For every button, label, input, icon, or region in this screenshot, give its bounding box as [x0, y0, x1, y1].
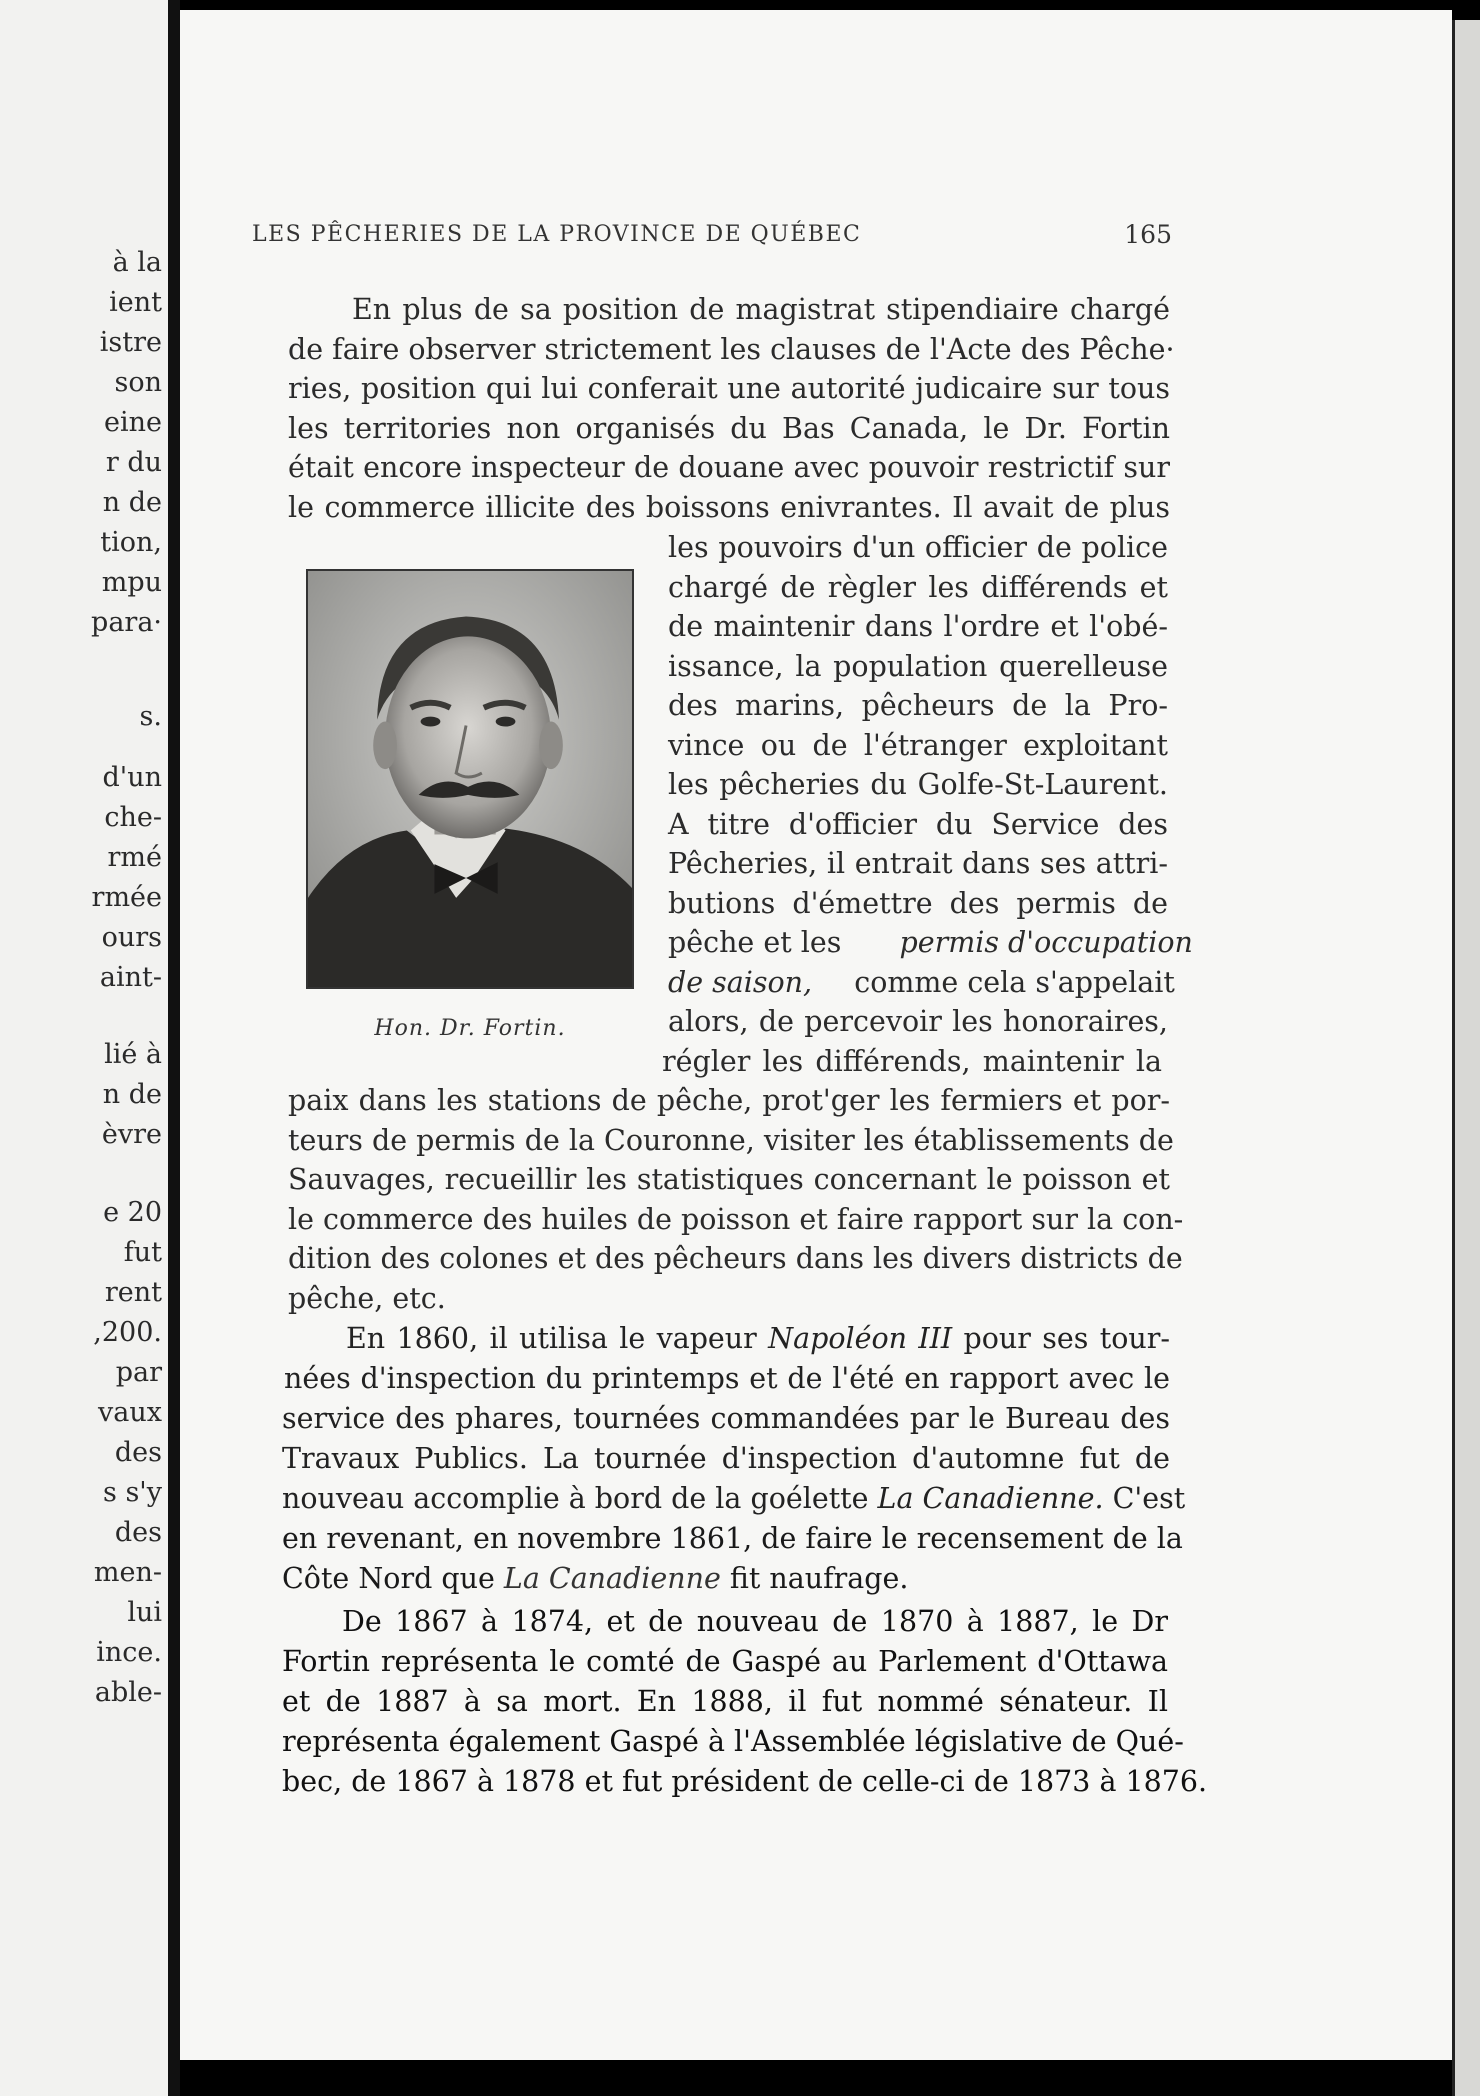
body-line: était encore inspecteur de douane avec pouvoir restrictif sur: [288, 451, 1170, 484]
left-page-line: mpu: [101, 567, 162, 598]
italic-term: de saison,: [668, 966, 813, 999]
body-line: Sauvages, recueillir les statistiques concernant le poisson et: [288, 1163, 1170, 1196]
page-number: 165: [1124, 220, 1172, 249]
body-line: ries, position qui lui conferait une autorité judicaire sur tous: [288, 372, 1170, 405]
body-line: de faire observer strictement les clauses de l'Acte des Pêche·: [288, 333, 1175, 366]
body-line: bec, de 1867 à 1878 et fut président de celle-ci de 1873 à 1876.: [282, 1765, 1208, 1798]
left-page-line: ours: [101, 922, 162, 953]
page-edge: [1452, 20, 1480, 2096]
left-page-line: e 20: [103, 1197, 162, 1228]
left-page-line: èvre: [101, 1119, 162, 1150]
body-line: les territories non organisés du Bas Canada, le Dr. Fortin: [288, 412, 1170, 445]
body-text: C'est: [1112, 1482, 1186, 1515]
body-line: régler les différends, maintenir la: [662, 1045, 1162, 1078]
ship-name: La Canadienne: [503, 1562, 721, 1595]
body-text: comme cela s'appelait: [854, 966, 1175, 999]
left-page-line: des: [114, 1437, 162, 1468]
left-page-line: lié à: [104, 1039, 162, 1070]
body-text: fit naufrage.: [729, 1562, 909, 1595]
left-page-line: aint-: [99, 962, 162, 993]
left-page-line: che-: [104, 802, 162, 833]
left-page-line: para·: [91, 607, 162, 638]
body-line: dition des colones et des pêcheurs dans les divers districts de: [288, 1242, 1183, 1275]
body-text: nouveau accomplie à bord de la goélette: [282, 1482, 869, 1515]
portrait-photo: [306, 569, 634, 989]
body-line: chargé de règler les différends et: [668, 571, 1168, 604]
left-page-line: à la: [112, 247, 162, 278]
left-page-line: vaux: [98, 1397, 162, 1428]
body-line: paix dans les stations de pêche, prot'ger les fermiers et por-: [288, 1084, 1170, 1117]
body-line: le commerce illicite des boissons enivrantes. Il avait de plus: [288, 491, 1170, 524]
body-line: butions d'émettre des permis de: [668, 887, 1168, 920]
body-line: les pouvoirs d'un officier de police: [668, 531, 1168, 564]
body-line: teurs de permis de la Couronne, visiter les établissements de: [288, 1124, 1174, 1157]
left-page-line: fut: [123, 1237, 162, 1268]
running-header: [252, 222, 1172, 258]
left-page-line: des: [114, 1517, 162, 1548]
body-line: les pêcheries du Golfe-St-Laurent.: [668, 768, 1168, 801]
body-line: [668, 965, 1175, 1003]
left-page-line: rmé: [107, 842, 162, 873]
body-line: [282, 1561, 1170, 1599]
body-text: En 1860, il utilisa le vapeur: [346, 1322, 757, 1355]
left-page-line: n de: [102, 1079, 162, 1110]
left-page-line: rent: [104, 1277, 162, 1308]
portrait-illustration: [308, 571, 632, 987]
header-title: LES PÊCHERIES DE LA PROVINCE DE QUÉBEC: [252, 222, 862, 247]
left-page-line: s.: [139, 701, 162, 732]
body-line: De 1867 à 1874, et de nouveau de 1870 à 1887, le Dr: [342, 1605, 1168, 1638]
body-line: le commerce des huiles de poisson et faire rapport sur la con-: [288, 1203, 1184, 1236]
left-page-line: n de: [102, 487, 162, 518]
body-line: Travaux Publics. La tournée d'inspection d'automne fut de: [282, 1442, 1170, 1475]
left-page-line: d'un: [102, 762, 162, 793]
left-page-line: men-: [93, 1557, 162, 1588]
left-page-line: istre: [99, 327, 162, 358]
body-text: Côte Nord que: [282, 1562, 495, 1595]
body-line: Pêcheries, il entrait dans ses attri-: [668, 847, 1168, 880]
left-page-line: r du: [105, 447, 162, 478]
body-line: [282, 1481, 1186, 1519]
body-line: [346, 1321, 1170, 1359]
italic-term: permis d'occupation: [899, 926, 1193, 959]
body-line: et de 1887 à sa mort. En 1888, il fut nommé sénateur. Il: [282, 1685, 1168, 1718]
left-page-line: able-: [94, 1677, 162, 1708]
ship-name: La Canadienne.: [877, 1482, 1104, 1515]
left-page-line: par: [115, 1357, 162, 1388]
body-line: vince ou de l'étranger exploitant: [668, 729, 1168, 762]
body-line: En plus de sa position de magistrat stipendiaire chargé: [352, 293, 1170, 326]
left-page-line: ince.: [96, 1637, 162, 1668]
left-page-line: s s'y: [103, 1477, 162, 1508]
body-line: issance, la population querelleuse: [668, 650, 1168, 683]
body-line: service des phares, tournées commandées par le Bureau des: [282, 1402, 1170, 1435]
left-page-line: son: [114, 367, 162, 398]
book-gutter: [168, 0, 180, 2096]
body-text: pêche et les: [668, 926, 842, 959]
body-line: alors, de percevoir les honoraires,: [668, 1005, 1168, 1038]
body-line: pêche, etc.: [288, 1282, 446, 1315]
body-line: en revenant, en novembre 1861, de faire le recensement de la: [282, 1522, 1183, 1555]
ship-name: Napoléon III: [768, 1322, 953, 1355]
body-line: représenta également Gaspé à l'Assemblée législative de Qué-: [282, 1725, 1184, 1758]
body-line: [668, 925, 1193, 963]
body-text: pour ses tour-: [963, 1322, 1170, 1355]
left-page-line: ,200.: [93, 1317, 162, 1348]
body-line: Fortin représenta le comté de Gaspé au Parlement d'Ottawa: [282, 1645, 1168, 1678]
left-page-line: lui: [127, 1597, 162, 1628]
left-page-line: rmée: [91, 882, 162, 913]
left-page-line: ient: [109, 287, 162, 318]
left-page-line: tion,: [100, 527, 162, 558]
figure-caption: Hon. Dr. Fortin.: [374, 1016, 566, 1041]
left-page-line: eine: [104, 407, 162, 438]
left-page-fragment: [0, 0, 168, 2096]
body-line: des marins, pêcheurs de la Pro-: [668, 689, 1168, 722]
body-line: de maintenir dans l'ordre et l'obé-: [668, 610, 1168, 643]
body-line: A titre d'officier du Service des: [668, 808, 1168, 841]
body-line: nées d'inspection du printemps et de l'été en rapport avec le: [284, 1362, 1170, 1395]
